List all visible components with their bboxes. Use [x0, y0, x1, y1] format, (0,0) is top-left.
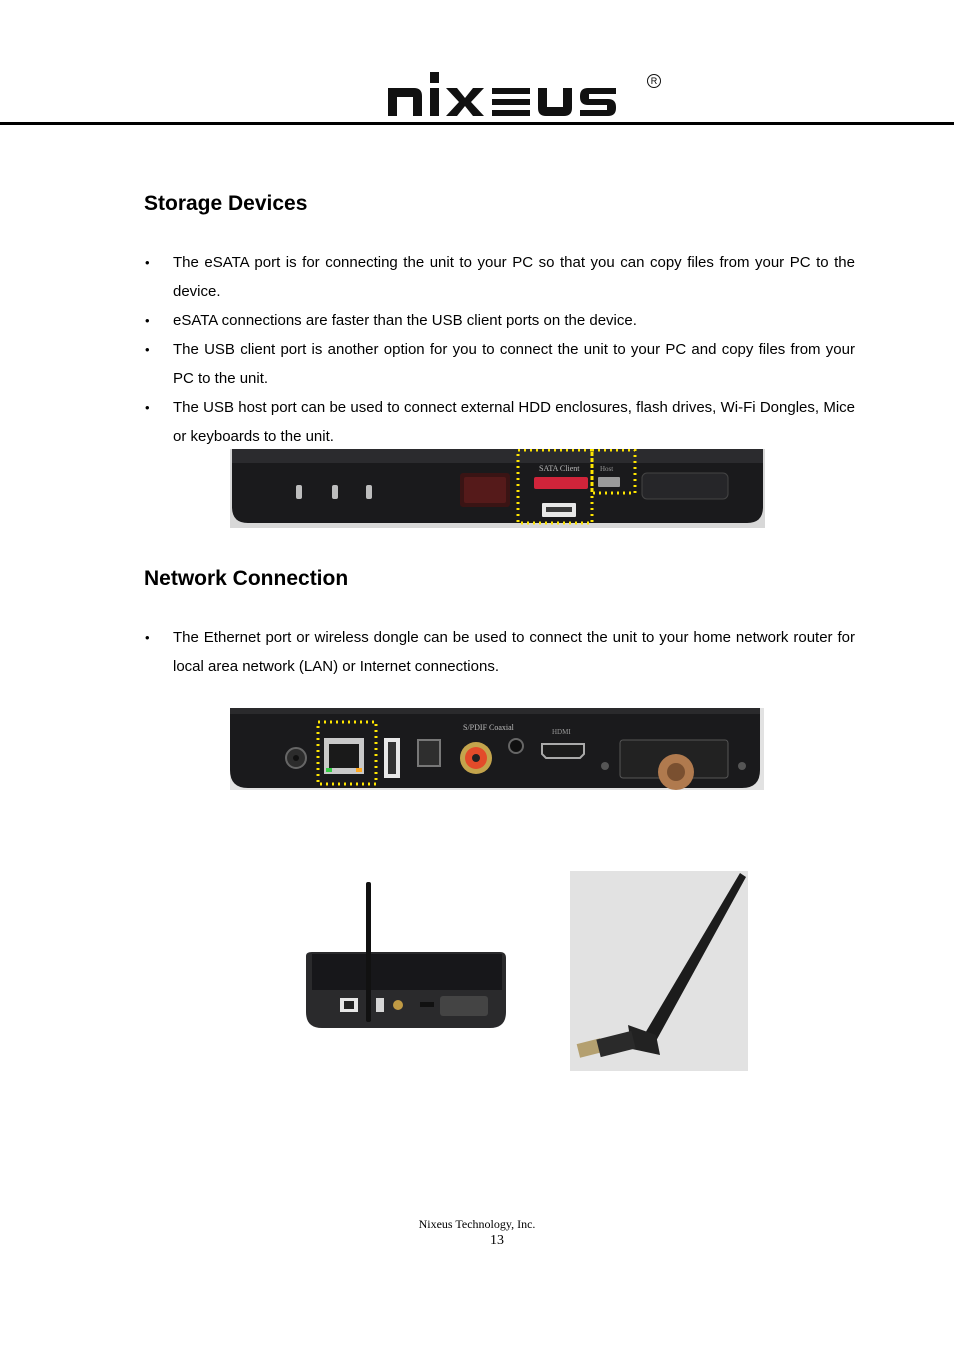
nixeus-logo [384, 70, 664, 120]
section-title-storage: Storage Devices [144, 192, 308, 215]
list-item: • The Ethernet port or wireless dongle can be used to connect the unit to your home network router for local area network (LAN) or Internet connections. [144, 623, 855, 681]
list-item: • The USB host port can be used to connect external HDD enclosures, flash drives, Wi-Fi Dongles, Mice or keyboards to the unit. [144, 393, 855, 451]
storage-ports-photo [230, 449, 765, 528]
label-sata-client: SATA Client [539, 464, 580, 473]
storage-bullet-list [144, 248, 855, 451]
label-hdmi: HDMI [552, 728, 571, 736]
footer-company: Nixeus Technology, Inc. [418, 1217, 536, 1231]
label-host: Host [600, 465, 614, 473]
label-spdif-coaxial: S/PDIF Coaxial [463, 723, 514, 732]
wireless-dongle-photo [570, 871, 748, 1071]
network-ports-photo [230, 708, 764, 790]
device-with-antenna-photo [300, 880, 510, 1030]
list-item: • eSATA connections are faster than the USB client ports on the device. [144, 306, 855, 335]
page-number: 13 [490, 1233, 504, 1248]
list-item: • The eSATA port is for connecting the unit to your PC so that you can copy files from your PC to the device. [144, 248, 855, 306]
registered-mark: R [647, 74, 661, 88]
section-title-network: Network Connection [144, 567, 349, 590]
network-bullet-list [144, 623, 855, 681]
list-item: • The USB client port is another option for you to connect the unit to your PC and copy files from your PC to the unit. [144, 335, 855, 393]
nixeus-logo-graphic [384, 70, 664, 120]
header-divider [0, 122, 954, 125]
